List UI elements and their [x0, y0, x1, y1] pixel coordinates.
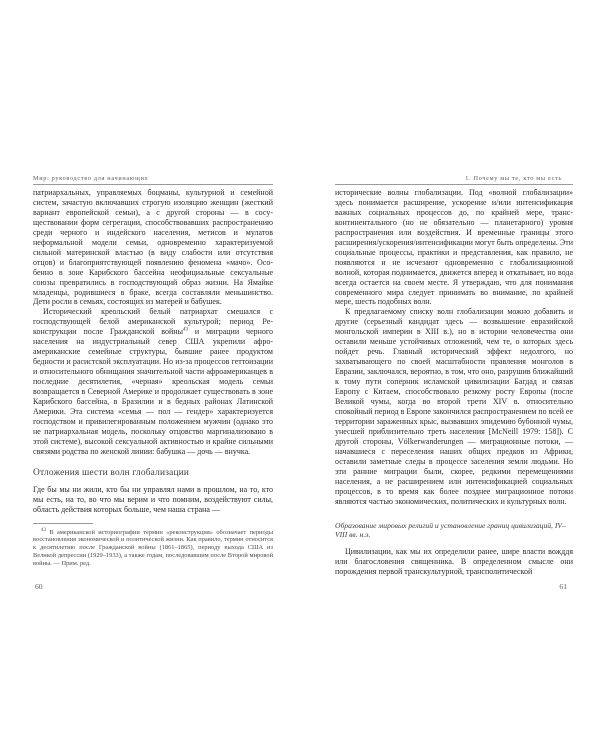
- paragraph-text: и миграции черного населения на индустриальный север США укрепили афроамериканские семейные структуры, бывшие ранее продуктом бедности и расистской эксплуатации. Но из-за процессов геттоизации и относительного обнищания значительной части афроамериканцев в последние десятилетия, «черная» креольская модель семьи возвращается в Северной Америке и продолжает существовать в зоне Карибского бассейна, в Бразилии и в бедных районах Латинской Америки. Эта система «семья — пол — гендер» характеризуется господством и привилегированным положением мужчин (однако это не патриархальная модель, поскольку отцовство маргинализовано в этой системе), высокой сексуальной активностью и крайне сильными связями родства по женской линии: бабушка — дочь — внучка.: [33, 327, 273, 456]
- paragraph-text: Исторический креольский белый патриархат смешался с господствующей белой американской культурой; период Реконструкции после Гражданской войны: [33, 307, 273, 337]
- footnote-text: В американской историографии термин «реконструкция» обозначает периоды восстановления экономической и политической жизни. Как правило, термин относится к десятилетию после Гражданской войны (1861–1865), периоду выхода США из Великой депрессии (1929–1933), а также годам, последовавшим после Второй мировой войны. — Прим. ред.: [33, 528, 273, 567]
- header-rule-right: [335, 184, 573, 185]
- footnote-number: 43: [41, 527, 46, 533]
- page-number-right: 61: [559, 582, 567, 591]
- paragraph: К предлагаемому списку волн глобализации можно добавить и другие (серьезный кандидат здесь — возвышение евразийской монгольской империи в XIII в.), но в истории человечества они оставили меньше устойчивых отложений, чем те, о которых здесь пойдет речь. Главный исторический эффект недолгого, но захватывающего по своей масштабности правления монголов в Евразии, заключался, вероятно, в том, что оно, разрушив ближайший к тому пути соперник исламской цивилизации Багдад и связав Европу с Китаем, способствовало резкому росту Европы (после Великой чумы, когда во второй трети XIV в. относительно спокойный период в Европе закончился распространением по всей ее территории зараженных крыс, вызвавших эпидемию бубонной чумы, унесшей приблизительно треть населения [McNeill 1979: 158]). С другой стороны, Völkerwanderungen — миграционные потоки, — начавшиеся с переселения наших общих предков из Африки, оставили заметные следы в процессе заселения земли людьми. Но эти ранние миграции были, скорее, редкими перемещениями населения, а не расширением или интенсификацией социальных процессов, в то время как более позднее миграционное потоки являются частью экономических, политических и культурных волн.: [335, 307, 573, 506]
- paragraph: патриархальных, управляемых боцманы, культурной и семейной систем, зачастую включавших строгую изоляцию женщин (жесткий вариант европейской семьи), а с другой стороны — в сосуществовании форм сегрегации, способствовавших распространению среди черного и индейского населения, метисов и мулатов неформальной модели семьи, одновременно характеризуемой сильной материнской властью (в виду слабости или отсутствия отцов) и благоприятствующей появлению феномена «мачо». Особенно в зоне Карибского бассейна неофициальные сексуальные союзы превратились в господствующий образ жизни. На Ямайке младенцы, родившиеся в браке, всегда составляли меньшинство. Дети росли в семьях, состоящих из матерей и бабушек.: [33, 188, 273, 307]
- paragraph: Цивилизации, как мы их определили ранее, шире власти вожддя или благословения священника. В определенном смысле они порождения первой транскультурной, трансполитической: [335, 547, 573, 577]
- header-rule-left: [33, 184, 273, 185]
- running-head-left: Мир: руководство для начинающих: [33, 175, 149, 182]
- footnote-rule: [33, 523, 93, 524]
- left-page-body: [33, 188, 273, 568]
- paragraph: исторические волны глобализации. Под «волной глобализации» здесь понимается расширение, ускорение и/или интенсификация важных социальных процессов до, по крайней мере, трансконтинентального (но не обязательно — планетарного) уровня распространения или воздействия. И временные границы этого расширения/ускорения/интенсификации могут быть определены. Эти социальные процессы, практики и представления, как правило, не появляются и не исчезают одновременно с глобализационной волной, которая поднимается, движется вперед и откатывает, но вода всегда остается на своем месте. Я утверждаю, что для понимания современного мира следует принимать во внимание, по крайней мере, шесть подобных волн.: [335, 188, 573, 307]
- paragraph: Где бы мы ни жили, кто бы ни управлял нами в прошлом, на то, кто мы есть, на то, во что мы верим и что помним, воздействуют силы, область действия которых больше, чем наша страна —: [33, 484, 273, 514]
- paragraph: [33, 307, 273, 456]
- section-subheading: Образование мировых религий и установление границ цивилизаций, IV–VIII вв. н.э.: [335, 520, 566, 539]
- running-head-right: 1. Почему мы те, кто мы есть: [465, 175, 562, 182]
- section-heading: Отложения шести волн глобализации: [33, 467, 190, 478]
- footnote-marker: 43: [182, 327, 188, 333]
- footnote: [33, 529, 273, 568]
- right-page-body: [335, 188, 573, 577]
- page-number-left: 60: [35, 582, 43, 591]
- right-page: [300, 0, 600, 750]
